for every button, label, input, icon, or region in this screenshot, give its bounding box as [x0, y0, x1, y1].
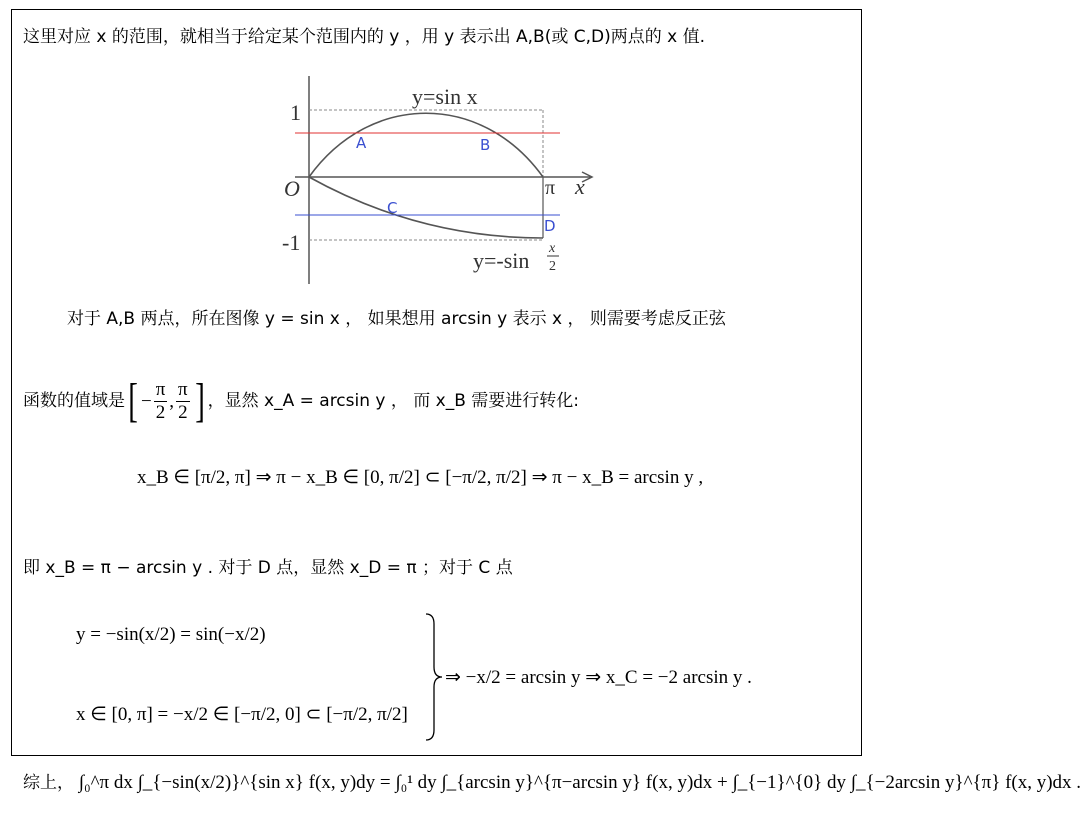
- summary-line: [23, 773, 1081, 792]
- neg-sin-half-curve: [309, 177, 543, 238]
- system-eq-2: x ∈ [0, π] = −x/2 ∈ [−π/2, 0] ⊂ [−π/2, π/2]: [76, 704, 408, 725]
- label-frac-num: x: [549, 241, 556, 256]
- label-y-sin-x: y=sin x: [412, 84, 478, 109]
- label-1: 1: [290, 100, 301, 125]
- system-brace: [424, 612, 444, 742]
- para-line-3: 即 x_B = π − arcsin y . 对于 D 点，显然 x_D = π ；对于 C 点: [23, 558, 513, 578]
- equation-xb: x_B ∈ [π/2, π] ⇒ π − x_B ∈ [0, π/2] ⊂ [−π/2, π/2] ⇒ π − x_B = arcsin y ,: [137, 467, 704, 488]
- para-line-2-suffix: ，显然 x_A = arcsin y ， 而 x_B 需要进行转化:: [207, 390, 580, 411]
- label-pi: π: [545, 177, 556, 199]
- para-line-1: 对于 A,B 两点，所在图像 y = sin x ， 如果想用 arcsin y 表示 x ， 则需要考虑反正弦: [67, 309, 726, 329]
- point-b: B: [480, 136, 491, 154]
- summary-formula: ∫₀^π dx ∫_{−sin(x/2)}^{sin x} f(x, y)dy = ∫₀¹ dy ∫_{arcsin y}^{π−arcsin y} f(x, y)dx + ∫_{−1}^{0} dy ∫_{−2arcsin y}^{π} f(x, y)dx .: [78, 772, 1081, 793]
- system-result: ⇒ −x/2 = arcsin y ⇒ x_C = −2 arcsin y .: [445, 667, 752, 688]
- label-x: x: [575, 174, 585, 199]
- label-minus-1: -1: [282, 230, 301, 255]
- sine-graph-figure: [270, 72, 600, 287]
- intro-text: 这里对应 x 的范围，就相当于给定某个范围内的 y ，用 y 表示出 A,B(或 C,D)两点的 x 值.: [23, 27, 706, 47]
- point-a: A: [356, 134, 367, 152]
- system-eq-1: y = −sin(x/2) = sin(−x/2): [76, 624, 266, 645]
- sin-curve: [309, 113, 543, 177]
- summary-label: 综上，: [23, 773, 74, 793]
- label-origin: O: [284, 176, 300, 201]
- para-line-2: 函数的值域是 [ − $\frac{\pi}{2}$ , $\frac{\pi}{2}$ ] ，显然 x_A = arcsin y ， 而 x_B 需要进行转化:: [23, 374, 580, 427]
- point-c: C: [387, 199, 398, 217]
- para-line-2-prefix: 函数的值域是: [23, 390, 125, 411]
- label-frac-den: 2: [549, 259, 556, 274]
- point-d: D: [544, 217, 556, 235]
- label-y-neg-sin: y=-sin: [473, 248, 530, 273]
